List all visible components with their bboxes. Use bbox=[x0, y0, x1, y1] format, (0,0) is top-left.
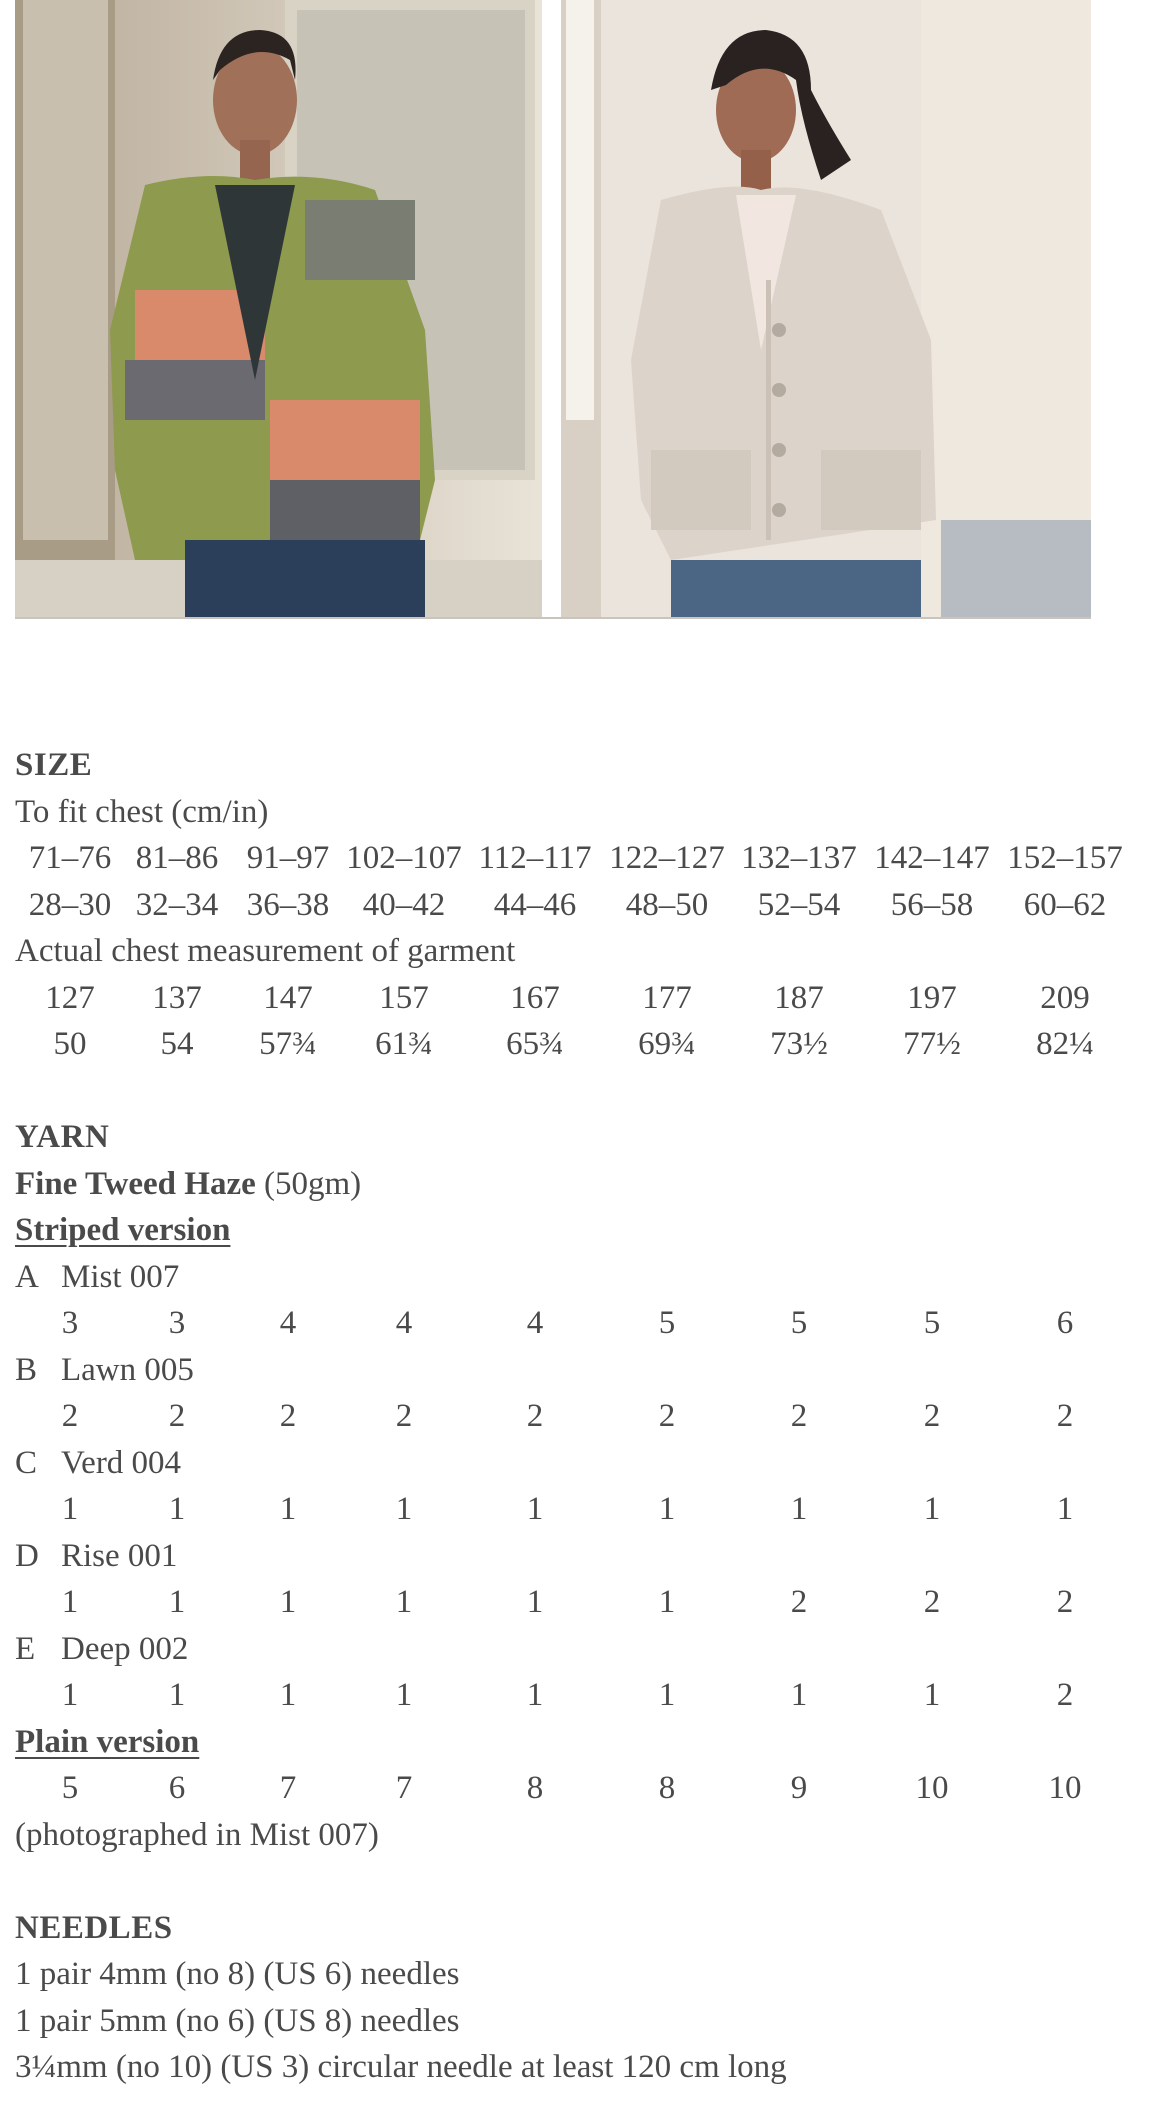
size-value: 132–137 bbox=[741, 840, 857, 876]
size-value: 10 bbox=[1048, 1770, 1082, 1806]
size-value: 167 bbox=[510, 979, 560, 1016]
size-value: 1 bbox=[658, 1677, 676, 1713]
size-value: 6 bbox=[1056, 1305, 1074, 1341]
size-value: 177 bbox=[642, 979, 692, 1016]
size-value: 1 bbox=[61, 1584, 79, 1620]
actual-cm-row bbox=[15, 975, 1143, 1022]
size-value: 2 bbox=[1056, 1677, 1074, 1713]
size-value: 152–157 bbox=[1007, 840, 1123, 876]
size-value: 2 bbox=[279, 1398, 297, 1434]
color-d-qty-row bbox=[15, 1579, 1143, 1626]
size-value: 1 bbox=[658, 1491, 676, 1527]
size-value: 2 bbox=[1056, 1398, 1074, 1434]
size-value: 2 bbox=[923, 1398, 941, 1434]
color-name: Mist 007 bbox=[61, 1258, 180, 1295]
plain-qty-row bbox=[15, 1765, 1143, 1812]
size-value: 187 bbox=[774, 979, 824, 1016]
size-value: 1 bbox=[168, 1491, 186, 1527]
color-code: E bbox=[15, 1630, 36, 1667]
color-a-qty-row bbox=[15, 1300, 1143, 1347]
color-b-qty-row bbox=[15, 1393, 1143, 1440]
color-c-qty-row bbox=[15, 1486, 1143, 1533]
size-value: 44–46 bbox=[493, 886, 577, 923]
size-value: 7 bbox=[395, 1770, 413, 1806]
size-value: 91–97 bbox=[246, 840, 330, 876]
size-value: 209 bbox=[1040, 979, 1090, 1016]
color-name: Deep 002 bbox=[61, 1630, 189, 1667]
fit-chest-label: To fit chest (cm/in) bbox=[15, 793, 269, 830]
size-value: 2 bbox=[1056, 1584, 1074, 1620]
size-value: 2 bbox=[658, 1398, 676, 1434]
color-code: B bbox=[15, 1351, 38, 1388]
size-value: 1 bbox=[923, 1677, 941, 1713]
size-value: 1 bbox=[1056, 1491, 1074, 1527]
size-value: 5 bbox=[923, 1305, 941, 1341]
size-value: 5 bbox=[790, 1305, 808, 1341]
size-value: 77½ bbox=[903, 1026, 961, 1062]
photo-divider bbox=[15, 617, 1091, 619]
size-value: 61¾ bbox=[375, 1026, 433, 1062]
size-value: 2 bbox=[168, 1398, 186, 1434]
size-value: 1 bbox=[168, 1584, 186, 1620]
plain-version-label: Plain version bbox=[15, 1723, 200, 1760]
size-value: 137 bbox=[152, 979, 202, 1016]
size-value: 40–42 bbox=[362, 886, 446, 923]
size-value: 82¼ bbox=[1036, 1026, 1094, 1062]
size-value: 6 bbox=[168, 1770, 186, 1806]
size-value: 2 bbox=[395, 1398, 413, 1434]
size-value: 1 bbox=[168, 1677, 186, 1713]
size-value: 1 bbox=[790, 1677, 808, 1713]
size-value: 2 bbox=[526, 1398, 544, 1434]
size-value: 56–58 bbox=[890, 886, 974, 923]
actual-chest-label: Actual chest measurement of garment bbox=[15, 933, 516, 969]
size-value: 1 bbox=[526, 1677, 544, 1713]
color-code: C bbox=[15, 1444, 38, 1481]
size-value: 7 bbox=[279, 1770, 297, 1806]
size-value: 1 bbox=[61, 1677, 79, 1713]
size-value: 50 bbox=[53, 1026, 87, 1062]
size-value: 147 bbox=[263, 979, 313, 1016]
size-value: 81–86 bbox=[135, 840, 219, 876]
size-value: 197 bbox=[907, 979, 957, 1016]
size-value: 4 bbox=[526, 1305, 544, 1341]
size-value: 1 bbox=[61, 1491, 79, 1527]
size-value: 122–127 bbox=[609, 840, 725, 876]
size-value: 69¾ bbox=[638, 1026, 696, 1062]
needles-heading: NEEDLES bbox=[15, 1909, 173, 1946]
pattern-details bbox=[15, 742, 1143, 2091]
size-value: 60–62 bbox=[1023, 886, 1107, 923]
color-code: A bbox=[15, 1258, 39, 1295]
size-value: 10 bbox=[915, 1770, 949, 1806]
needle-item: 3¼mm (no 10) (US 3) circular needle at least 120 cm long bbox=[15, 2049, 787, 2085]
size-value: 1 bbox=[395, 1584, 413, 1620]
size-value: 1 bbox=[923, 1491, 941, 1527]
size-value: 2 bbox=[61, 1398, 79, 1434]
size-value: 2 bbox=[790, 1398, 808, 1434]
size-value: 9 bbox=[790, 1770, 808, 1806]
size-value: 112–117 bbox=[478, 840, 592, 876]
color-code: D bbox=[15, 1537, 39, 1574]
size-value: 1 bbox=[395, 1491, 413, 1527]
plain-note: (photographed in Mist 007) bbox=[15, 1816, 379, 1853]
needle-item: 1 pair 5mm (no 6) (US 8) needles bbox=[15, 2002, 460, 2039]
plain-cardigan-photo bbox=[561, 0, 1091, 617]
yarn-name-line bbox=[15, 1161, 1143, 1208]
color-name: Lawn 005 bbox=[61, 1351, 194, 1388]
color-a-label bbox=[15, 1254, 1143, 1301]
size-value: 3 bbox=[61, 1305, 79, 1341]
size-value: 36–38 bbox=[246, 886, 330, 923]
size-value: 157 bbox=[379, 979, 429, 1016]
size-value: 4 bbox=[279, 1305, 297, 1341]
size-value: 4 bbox=[395, 1305, 413, 1341]
size-value: 1 bbox=[395, 1677, 413, 1713]
size-value: 102–107 bbox=[346, 840, 462, 876]
yarn-heading: YARN bbox=[15, 1119, 110, 1155]
size-value: 2 bbox=[790, 1584, 808, 1620]
size-value: 8 bbox=[658, 1770, 676, 1806]
fit-in-row bbox=[15, 882, 1143, 929]
size-value: 2 bbox=[923, 1584, 941, 1620]
size-value: 1 bbox=[526, 1584, 544, 1620]
size-value: 54 bbox=[160, 1026, 194, 1062]
color-c-label bbox=[15, 1440, 1143, 1487]
size-value: 8 bbox=[526, 1770, 544, 1806]
size-value: 1 bbox=[526, 1491, 544, 1527]
size-value: 1 bbox=[658, 1584, 676, 1620]
color-name: Rise 001 bbox=[61, 1537, 178, 1574]
needle-item: 1 pair 4mm (no 8) (US 6) needles bbox=[15, 1956, 460, 1992]
color-e-label bbox=[15, 1626, 1143, 1673]
color-e-qty-row bbox=[15, 1672, 1143, 1719]
color-b-label bbox=[15, 1347, 1143, 1394]
size-value: 71–76 bbox=[28, 840, 112, 876]
size-value: 32–34 bbox=[135, 886, 219, 923]
size-heading: SIZE bbox=[15, 747, 93, 783]
size-value: 3 bbox=[168, 1305, 186, 1341]
size-value: 65¾ bbox=[506, 1026, 564, 1062]
size-value: 52–54 bbox=[757, 886, 841, 923]
size-value: 1 bbox=[279, 1491, 297, 1527]
size-value: 5 bbox=[658, 1305, 676, 1341]
size-value: 1 bbox=[279, 1677, 297, 1713]
color-d-label bbox=[15, 1533, 1143, 1580]
size-value: 73½ bbox=[770, 1026, 828, 1062]
size-value: 127 bbox=[45, 979, 95, 1016]
size-value: 1 bbox=[279, 1584, 297, 1620]
yarn-name: Fine Tweed Haze bbox=[15, 1165, 256, 1202]
size-value: 28–30 bbox=[28, 886, 112, 923]
color-name: Verd 004 bbox=[61, 1444, 182, 1481]
fit-cm-row bbox=[15, 835, 1143, 882]
size-value: 48–50 bbox=[625, 886, 709, 923]
size-value: 142–147 bbox=[874, 840, 990, 876]
size-value: 1 bbox=[790, 1491, 808, 1527]
cardigan-photos bbox=[15, 0, 1091, 617]
size-value: 5 bbox=[61, 1770, 79, 1806]
yarn-weight: (50gm) bbox=[255, 1165, 362, 1202]
striped-version-label: Striped version bbox=[15, 1212, 231, 1248]
size-value: 57¾ bbox=[259, 1026, 317, 1062]
actual-in-row bbox=[15, 1021, 1143, 1068]
striped-cardigan-photo bbox=[15, 0, 542, 617]
